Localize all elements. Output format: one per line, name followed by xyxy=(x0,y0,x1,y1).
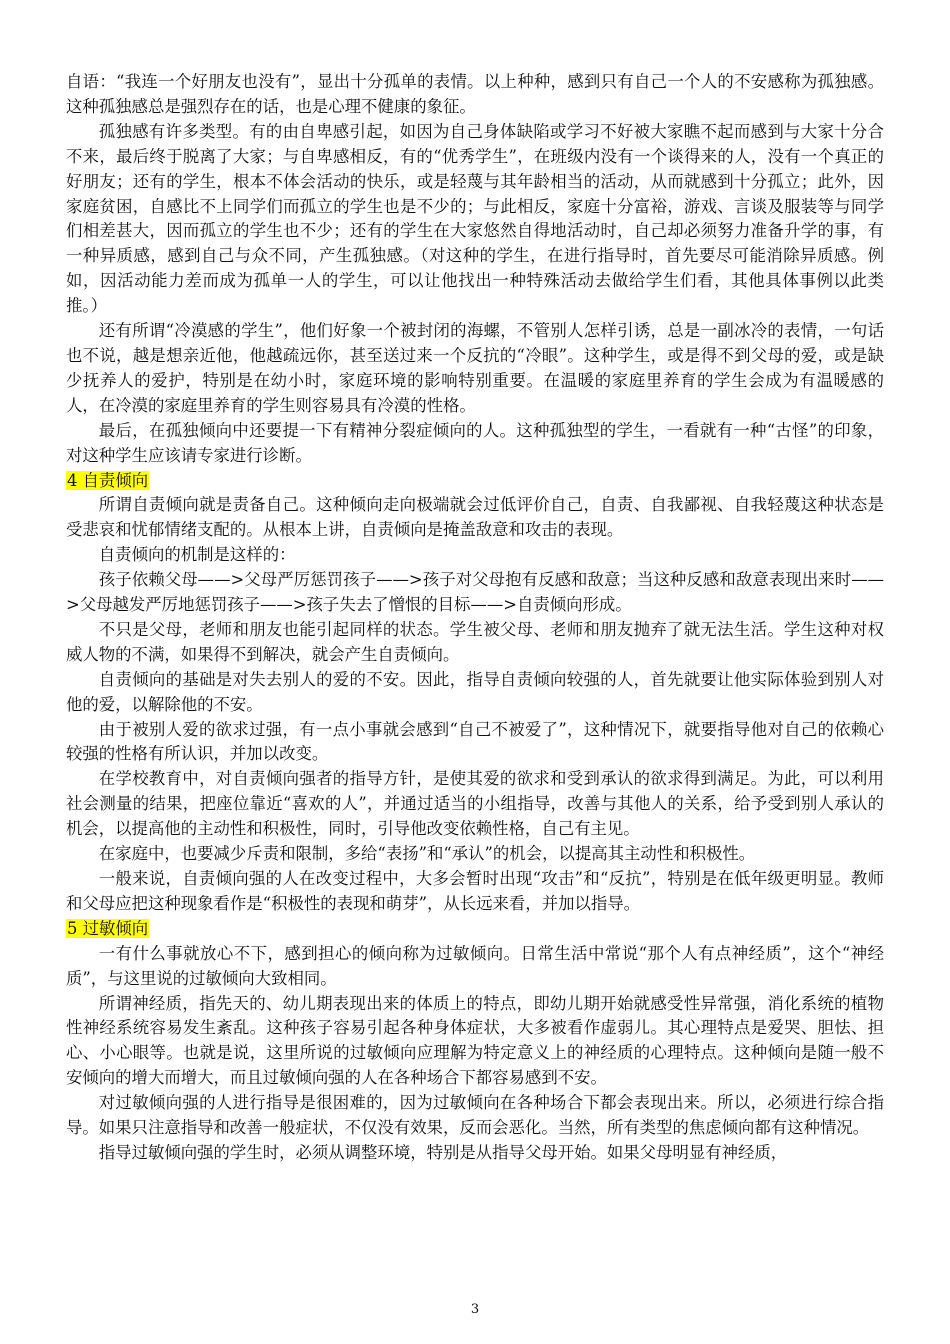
section-heading xyxy=(66,469,884,494)
body-paragraph: 在学校教育中，对自责倾向强者的指导方针，是使其爱的欲求和受到承认的欲求得到满足。为此，可以利用社会测量的结果，把座位靠近“喜欢的人”，并通过适当的小组指导，改善与其他人的关系，给予受到别人承认的机会，以提高他的主动性和积极性，同时，引导他改变依赖性格，自己有主见。 xyxy=(66,769,884,839)
body-paragraph: 自语：“我连一个好朋友也没有”，显出十分孤单的表情。以上种种，感到只有自己一个人的不安感称为孤独感。这种孤独感总是强烈存在的话，也是心理不健康的象征。 xyxy=(66,72,884,116)
body-paragraph: 最后，在孤独倾向中还要提一下有精神分裂症倾向的人。这种孤独型的学生，一看就有一种“古怪”的印象，对这种学生应该请专家进行诊断。 xyxy=(66,420,884,465)
document-body xyxy=(66,70,884,1166)
body-paragraph: 孤独感有许多类型。有的由自卑感引起，如因为自己身体缺陷或学习不好被大家瞧不起而感到与大家十分合不来，最后终于脱离了大家；与自卑感相反，有的“优秀学生”，在班级内没有一个谈得来的人，没有一个真正的好朋友；还有的学生，根本不体会活动的快乐，或是轻蔑与其年龄相当的活动，从而就感到十分孤立；此外，因家庭贫困，自感比不上同学们而孤立的学生也是不少的；与此相反，家庭十分富裕，游戏、言谈及服装等与同学们相差甚大，因而孤立的学生也不少；还有的学生在大家悠然自得地活动时，自己却必须努力准备升学的事，有一种异质感，感到自己与众不同，产生孤独感。（对这种的学生，在进行指导时，首先要尽可能消除异质感。例如，因活动能力差而成为孤单一人的学生，可以让他找出一种特殊活动去做给学生们看，其他具体事例以此类推。） xyxy=(66,121,884,316)
body-paragraph: 自责倾向的机制是这样的： xyxy=(98,545,296,565)
page-number: 3 xyxy=(470,1302,480,1317)
body-paragraph: 对过敏倾向强的人进行指导是很困难的，因为过敏倾向在各种场合下都会表现出来。所以，必须进行综合指导。如果只注意指导和改善一般症状，不仅没有效果，反而会恶化。当然，所有类型的焦虑倾向都有这种情况。 xyxy=(66,1093,884,1138)
body-paragraph: 自责倾向的基础是对失去别人的爱的不安。因此，指导自责倾向较强的人，首先就要让他实际体验到别人对他的爱，以解除他的不安。 xyxy=(66,669,884,714)
body-paragraph: 所谓神经质，指先天的、幼儿期表现出来的体质上的特点，即幼儿期开始就感受性异常强，消化系统的植物性神经系统容易发生紊乱。这种孩子容易引起各种身体症状，大多被看作虚弱儿。其心理特点是爱哭、胆怯、担心、小心眼等。也就是说，这里所说的过敏倾向应理解为特定意义上的神经质的心理特点。这种倾向是随一般不安倾向的增大而增大，而且过敏倾向强的人在各种场合下都容易感到不安。 xyxy=(66,993,884,1088)
body-paragraph: 一有什么事就放心不下，感到担心的倾向称为过敏倾向。日常生活中常说“那个人有点神经质”，这个“神经质”，与这里说的过敏倾向大致相同。 xyxy=(66,943,884,988)
body-paragraph: 在家庭中，也要减少斥责和限制，多给“表扬”和“承认”的机会，以提高其主动性和积极性。 xyxy=(98,844,756,864)
section-heading-text: 5 过敏倾向 xyxy=(67,918,149,938)
body-paragraph: 还有所谓“冷漠感的学生”，他们好象一个被封闭的海螺，不管别人怎样引诱，总是一副冰冷的表情，一句话也不说，越是想亲近他，他越疏远你，甚至送过来一个反抗的“冷眼”。这种学生，或是得不到父母的爱，或是缺少抚养人的爱护，特别是在幼小时，家庭环境的影响特别重要。在温暖的家庭里养育的学生会成为有温暖感的人，在冷漠的家庭里养育的学生则容易具有冷漠的性格。 xyxy=(66,321,884,415)
section-heading xyxy=(66,917,884,942)
body-paragraph: 指导过敏倾向强的学生时，必须从调整环境，特别是从指导父母开始。如果父母明显有神经质， xyxy=(98,1142,788,1162)
body-paragraph: 由于被别人爱的欲求过强，有一点小事就会感到“自己不被爱了”，这种情况下，就要指导他对自己的依赖心较强的性格有所认识，并加以改变。 xyxy=(66,719,884,764)
body-paragraph: 一般来说，自责倾向强的人在改变过程中，大多会暂时出现“攻击”和“反抗”，特别是在低年级更明显。教师和父母应把这种现象看作是“积极性的表现和萌芽”，从长远来看，并加以指导。 xyxy=(66,869,884,913)
body-paragraph: 不只是父母，老师和朋友也能引起同样的状态。学生被父母、老师和朋友抛弃了就无法生活。学生这种对权威人物的不满，如果得不到解决，就会产生自责倾向。 xyxy=(66,619,884,664)
body-paragraph: 孩子依赖父母——>父母严厉惩罚孩子——>孩子对父母抱有反感和敌意；当这种反感和敌意表现出来时——>父母越发严厉地惩罚孩子——>孩子失去了憎恨的目标——>自责倾向形成。 xyxy=(66,570,884,615)
section-heading-text: 4 自责倾向 xyxy=(67,470,149,490)
body-paragraph: 所谓自责倾向就是责备自己。这种倾向走向极端就会过低评价自己，自责、自我鄙视、自我轻蔑这种状态是受悲哀和忧郁情绪支配的。从根本上讲，自责倾向是掩盖敌意和攻击的表现。 xyxy=(66,495,884,540)
